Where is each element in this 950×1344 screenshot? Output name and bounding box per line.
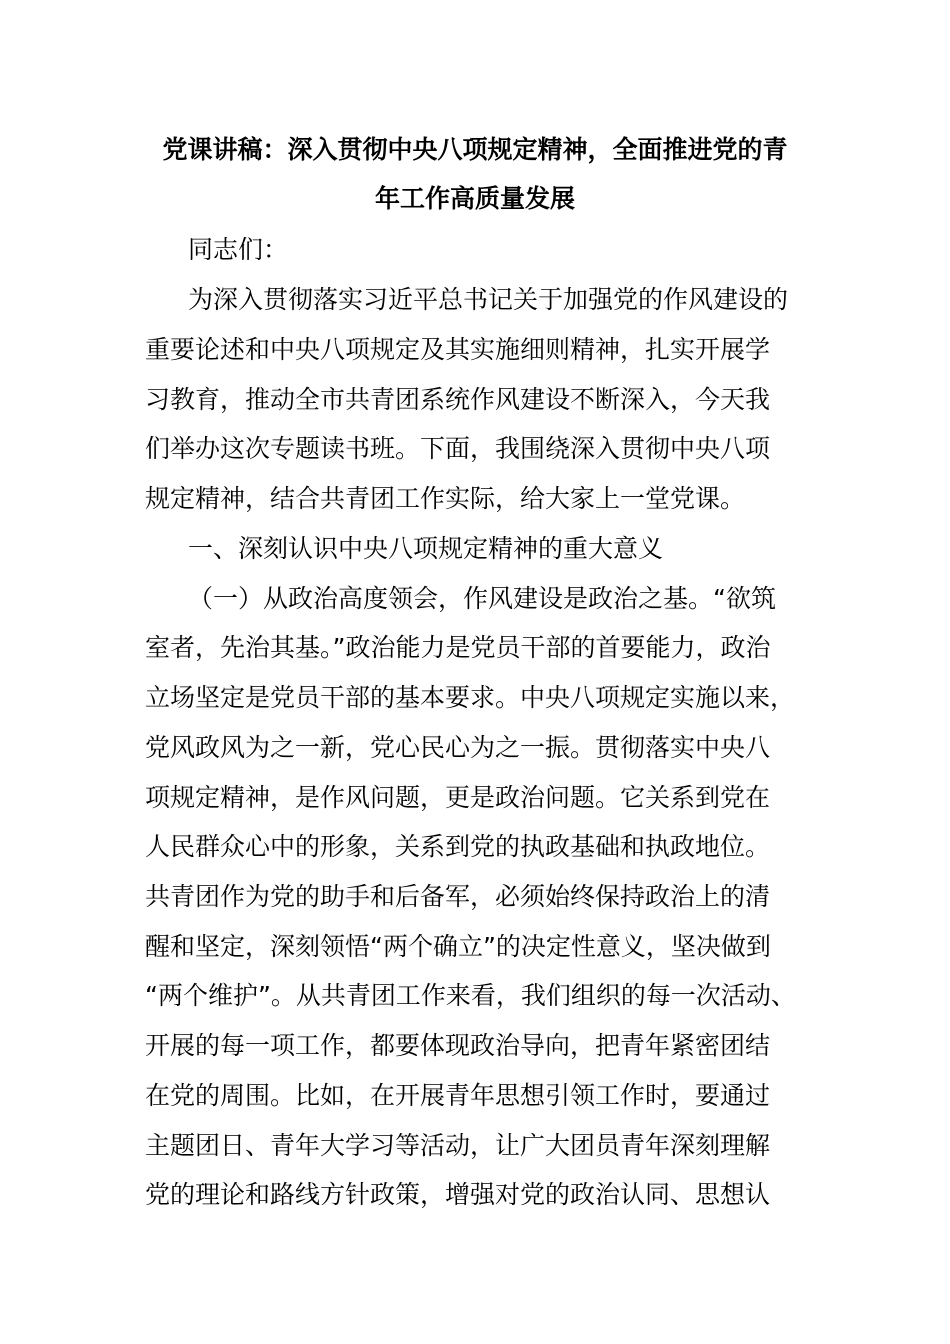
paragraph-1-line: 习教育，推动全市共青团系统作风建设不断深入，今天我 [145,385,771,414]
salutation: 同志们： [188,235,289,264]
paragraph-2-line: 立场坚定是党员干部的基本要求。中央八项规定实施以来， [145,683,796,712]
document-title-line-1: 党课讲稿：深入贯彻中央八项规定精神，全面推进党的青 [162,135,788,164]
paragraph-2-line: 党的理论和路线方针政策，增强对党的政治认同、思想认 [145,1180,771,1209]
paragraph-2-line: “两个维护”。从共青团工作来看，我们组织的每一次活动、 [145,981,796,1010]
paragraph-2-line: 在党的周围。比如，在开展青年思想引领工作时，要通过 [145,1081,771,1110]
paragraph-2-line: 党风政风为之一新，党心民心为之一振。贯彻落实中央八 [145,733,771,762]
paragraph-2-line: 开展的每一项工作，都要体现政治导向，把青年紧密团结 [145,1031,771,1060]
paragraph-2-line: 醒和坚定，深刻领悟“两个确立”的决定性意义，坚决做到 [145,932,771,961]
paragraph-2-line: （一）从政治高度领会，作风建设是政治之基。“欲筑 [188,584,776,613]
document-title-line-2: 年工作高质量发展 [374,184,575,213]
paragraph-2-line: 主题团日、青年大学习等活动，让广大团员青年深刻理解 [145,1131,771,1160]
paragraph-2-line: 共青团作为党的助手和后备军，必须始终保持政治上的清 [145,882,771,911]
section-1-heading: 一、深刻认识中央八项规定精神的重大意义 [188,534,664,563]
paragraph-1-line: 重要论述和中央八项规定及其实施细则精神，扎实开展学 [145,335,771,364]
paragraph-2-line: 人民群众心中的形象，关系到党的执政基础和执政地位。 [145,832,771,861]
paragraph-2-line: 项规定精神，是作风问题，更是政治问题。它关系到党在 [145,783,771,812]
paragraph-2-line: 室者，先治其基。”政治能力是党员干部的首要能力，政治 [145,633,771,662]
paragraph-1-line: 为深入贯彻落实习近平总书记关于加强党的作风建设的 [188,285,789,314]
paragraph-1-line: 规定精神，结合共青团工作实际，给大家上一堂党课。 [145,484,746,513]
paragraph-1-line: 们举办这次专题读书班。下面，我围绕深入贯彻中央八项 [145,434,771,463]
